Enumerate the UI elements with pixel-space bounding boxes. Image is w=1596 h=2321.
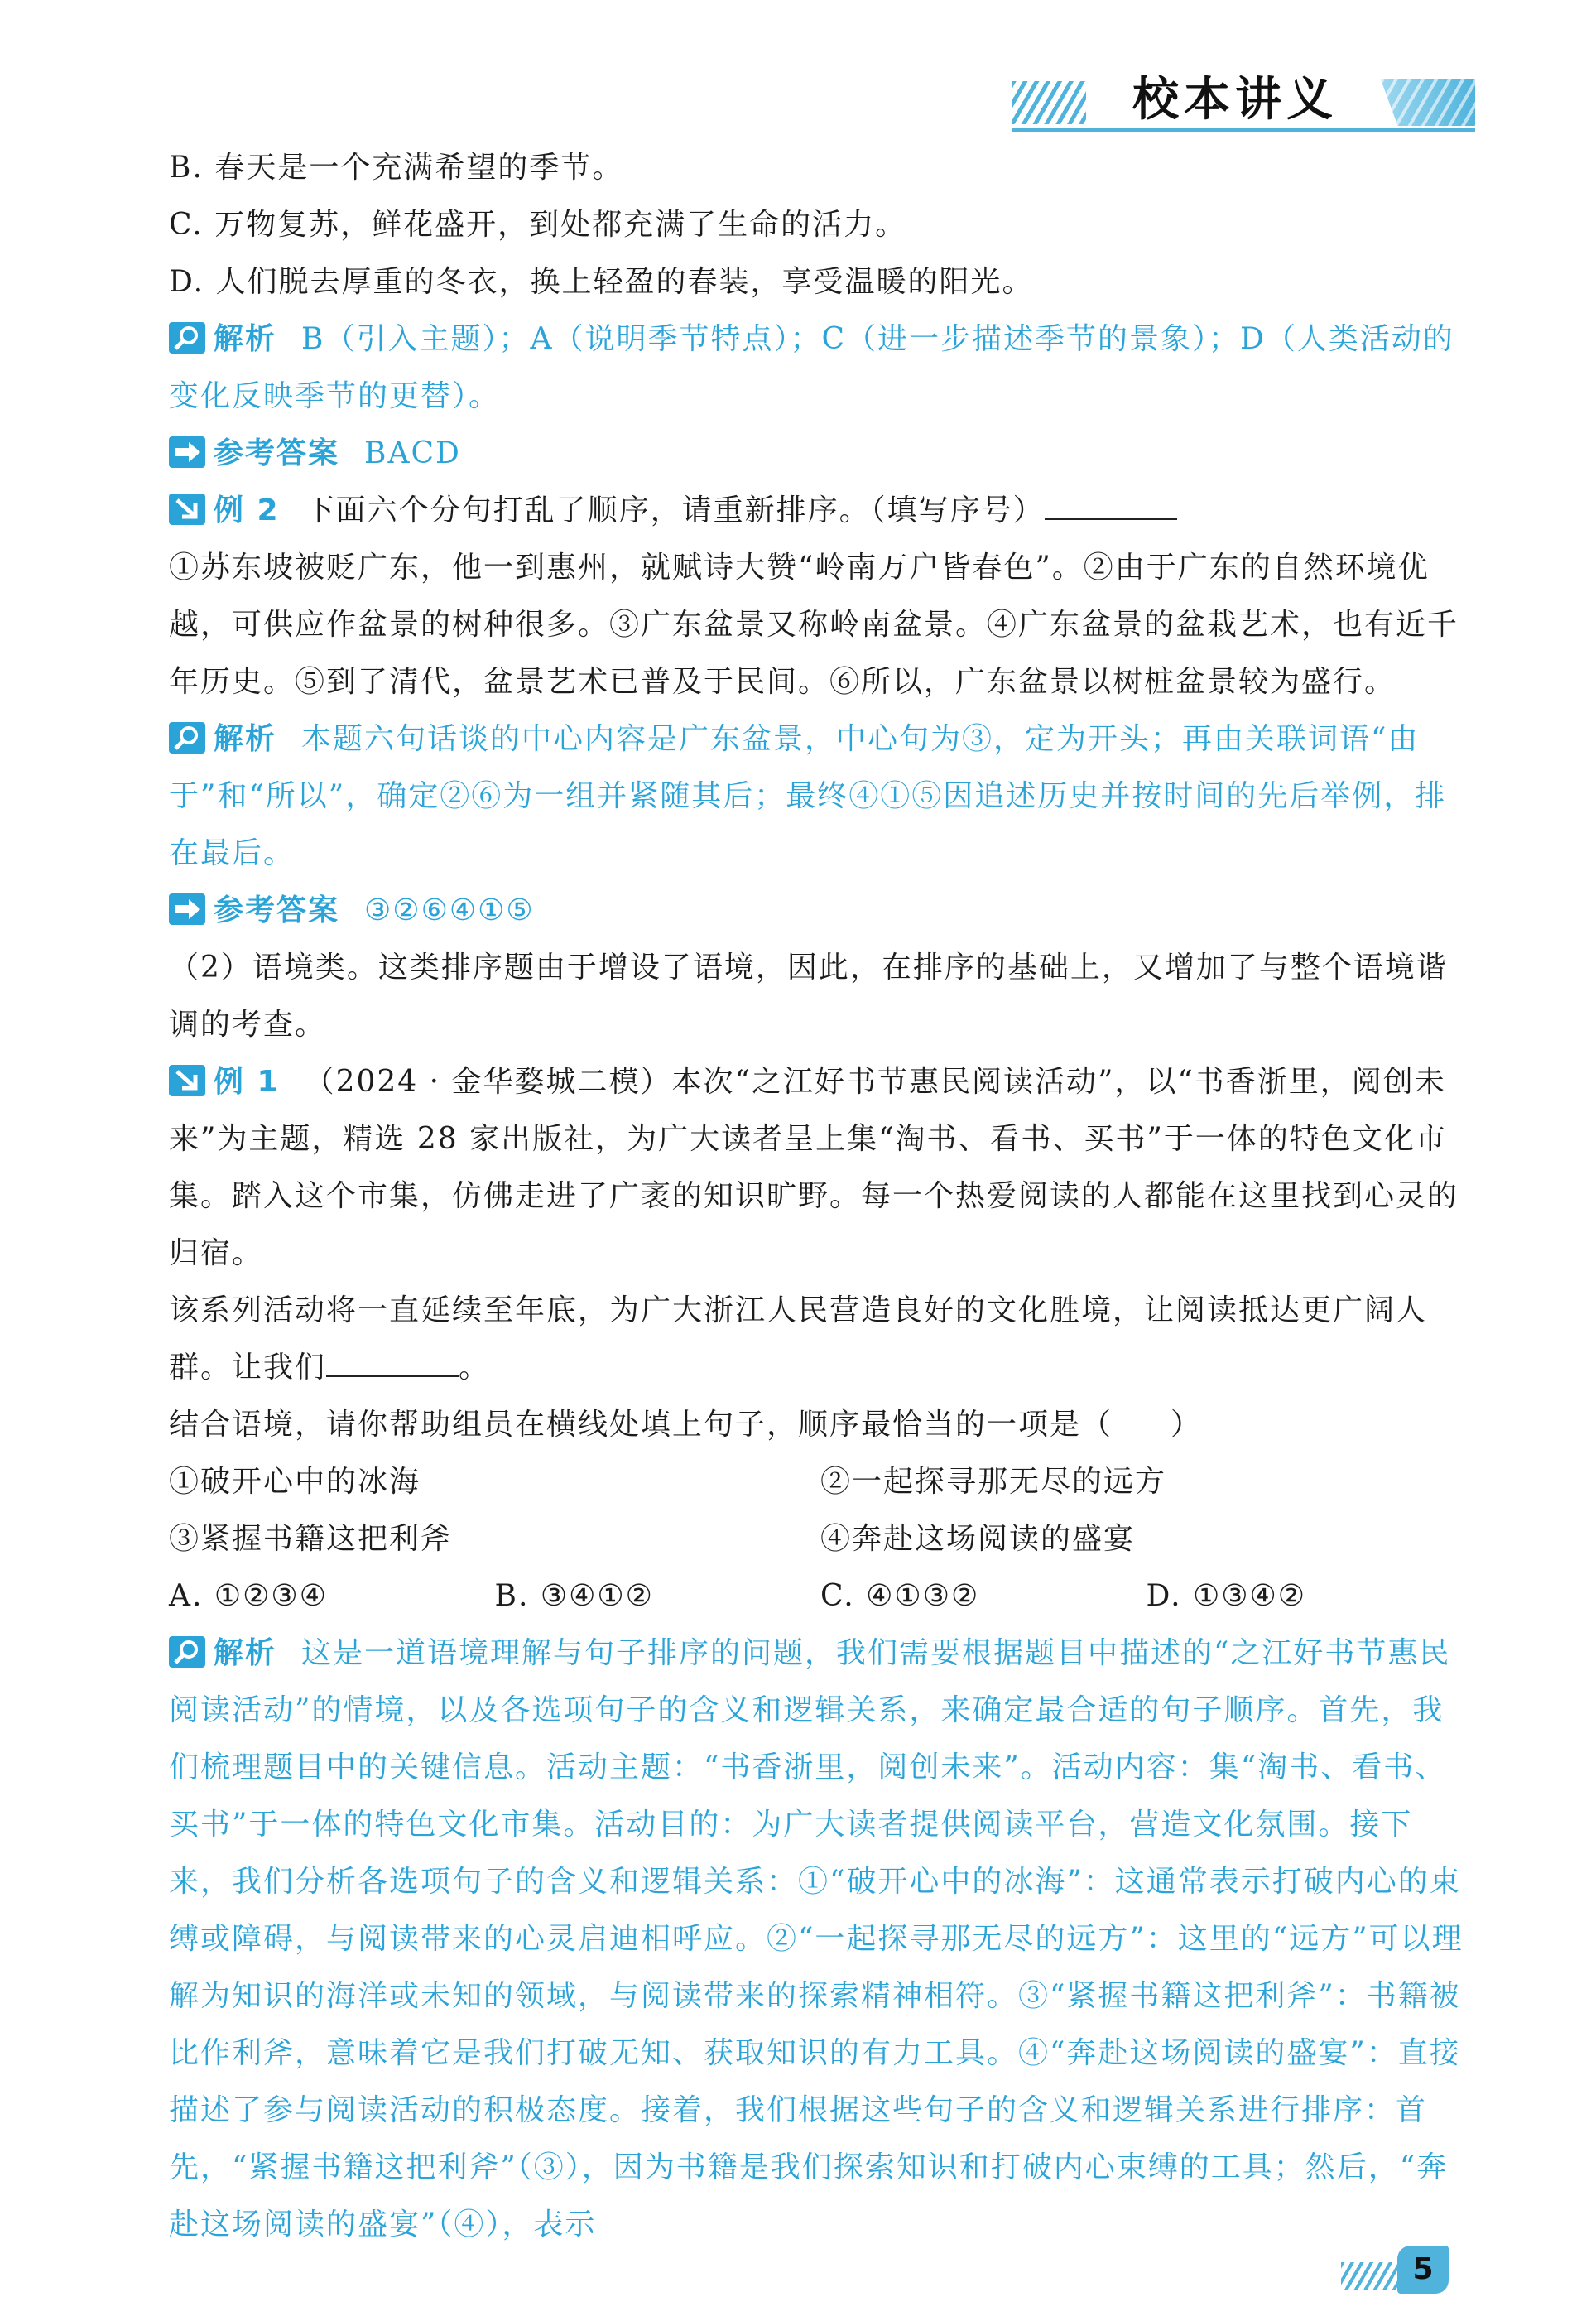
item-2: ②一起探寻那无尽的远方 (820, 1465, 1167, 1499)
analysis-1 (98, 311, 1472, 425)
example-1-question (98, 1396, 1472, 1453)
magnifier-icon (169, 1636, 205, 1668)
page-header (1012, 73, 1475, 131)
example-1-text-2 (98, 1282, 1472, 1396)
paren-close: ） (1171, 1408, 1203, 1442)
example-2-question (98, 482, 1472, 539)
option-d: D. 人们脱去厚重的冬衣，换上轻盈的春装，享受温暖的阳光。 (169, 265, 1034, 299)
arrow-right-icon (169, 436, 205, 468)
analysis-label: 解析 (214, 322, 277, 356)
analysis-3 (98, 1625, 1472, 2253)
analysis-text: B（引入主题）；A（说明季节特点）；C（进一步描述季节的景象）；D（人类活动的变化反映季节的更替）。 (169, 322, 1454, 413)
header-title: 校本讲义 (1132, 73, 1338, 127)
example-2-text: ①苏东坡被贬广东，他一到惠州，就赋诗大赞“岭南万户皆春色”。②由于广东的自然环境优越，可供应作盆景的树种很多。③广东盆景又称岭南盆景。④广东盆景的盆栽艺术，也有近千年历史。⑤到了清代，盆景艺术已普及于民间。⑥所以，广东盆景以树桩盆景较为盛行。 (169, 551, 1459, 699)
header-underline (1012, 128, 1475, 132)
page-content (98, 139, 1472, 2253)
option-b: B. 春天是一个充满希望的季节。 (169, 151, 624, 185)
example-text-2: 该系列活动将一直延续至年底，为广大浙江人民营造良好的文化胜境，让阅读抵达更广阔人群。让我们 (169, 1293, 1428, 1384)
answer-label: 参考答案 (214, 436, 340, 470)
example-text: （2024 · 金华婺城二模）本次“之江好书节惠民阅读活动”，以“书香浙里，阅创未来”为主题，精选 28 家出版社，为广大读者呈上集“淘书、看书、买书”于一体的特色文化市集。踏入这个市集，仿佛走进了广袤的知识旷野。每一个热爱阅读的人都能在这里找到心灵的归宿。 (169, 1065, 1459, 1270)
magnifier-icon (169, 322, 205, 354)
answer-text: BACD (364, 436, 461, 470)
context-type-heading: （2）语境类。这类排序题由于增设了语境，因此，在排序的基础上，又增加了与整个语境谐调的考查。 (169, 951, 1448, 1042)
question-text: 结合语境，请你帮助组员在横线处填上句子，顺序最恰当的一项是（ (169, 1408, 1113, 1442)
choices (98, 1567, 1472, 1625)
choice-b[interactable]: B. ③④①② (494, 1579, 654, 1613)
answer-text: ③②⑥④①⑤ (364, 893, 535, 927)
answer-2 (98, 882, 1472, 939)
item-1: ①破开心中的冰海 (169, 1465, 421, 1499)
example-1 (98, 1053, 1472, 1282)
choice-c[interactable]: C. ④①③② (820, 1579, 980, 1613)
answer-blank[interactable] (326, 1351, 459, 1377)
magnifier-icon (169, 722, 205, 754)
item-4: ④奔赴这场阅读的盛宴 (820, 1522, 1136, 1556)
header-decor-block (1381, 79, 1475, 126)
choice-a[interactable]: A. ①②③④ (169, 1579, 328, 1613)
analysis-text: 这是一道语境理解与句子排序的问题，我们需要根据题目中描述的“之江好书节惠民阅读活动”的情境，以及各选项句子的含义和逻辑关系，来确定最合适的句子顺序。首先，我们梳理题目中的关键信息。活动主题：“书香浙里，阅创未来”。活动内容：集“淘书、看书、买书”于一体的特色文化市集。活动目的：为广大读者提供阅读平台，营造文化氛围。接下来，我们分析各选项句子的含义和逻辑关系：①“破开心中的冰海”：这通常表示打破内心的束缚或障碍，与阅读带来的心灵启迪相呼应。②“一起探寻那无尽的远方”：这里的“远方”可以理解为知识的海洋或未知的领域，与阅读带来的探索精神相符。③“紧握书籍这把利斧”：书籍被比作利斧，意味着它是我们打破无知、获取知识的有力工具。④“奔赴这场阅读的盛宴”：直接描述了参与阅读活动的积极态度。接着，我们根据这些句子的含义和逻辑关系进行排序：首先，“紧握书籍这把利斧”（③），因为书籍是我们探索知识和打破内心束缚的工具；然后，“奔赴这场阅读的盛宴”（④），表示 (169, 1636, 1464, 2242)
analysis-label: 解析 (214, 722, 277, 756)
analysis-text: 本题六句话谈的中心内容是广东盆景，中心句为③，定为开头；再由关联词语“由于”和“所以”，确定②⑥为一组并紧随其后；最终④①⑤因追述历史并按时间的先后举例，排在最后。 (169, 722, 1447, 870)
example-label: 例 1 (214, 1065, 280, 1099)
period: 。 (459, 1351, 491, 1384)
example-question: 下面六个分句打乱了顺序，请重新排序。（填写序号） (304, 494, 1045, 527)
arrow-down-right-icon (169, 1065, 205, 1096)
arrow-right-icon (169, 893, 205, 925)
items-row-1 (98, 1453, 1472, 1510)
analysis-2 (98, 710, 1472, 882)
header-stripes (1012, 81, 1086, 124)
answer-blank[interactable] (1045, 494, 1177, 520)
arrow-down-right-icon (169, 494, 205, 525)
analysis-label: 解析 (214, 1636, 277, 1670)
choice-d[interactable]: D. ①③④② (1146, 1579, 1307, 1613)
page-number: 5 (1397, 2246, 1449, 2294)
example-label: 例 2 (214, 494, 280, 527)
items-row-2 (98, 1510, 1472, 1567)
footer-stripes (1341, 2262, 1399, 2290)
item-3: ③紧握书籍这把利斧 (169, 1522, 453, 1556)
answer-1 (98, 425, 1472, 482)
option-c: C. 万物复苏，鲜花盛开，到处都充满了生命的活力。 (169, 208, 907, 242)
answer-label: 参考答案 (214, 893, 340, 927)
page-footer (1341, 2246, 1465, 2295)
